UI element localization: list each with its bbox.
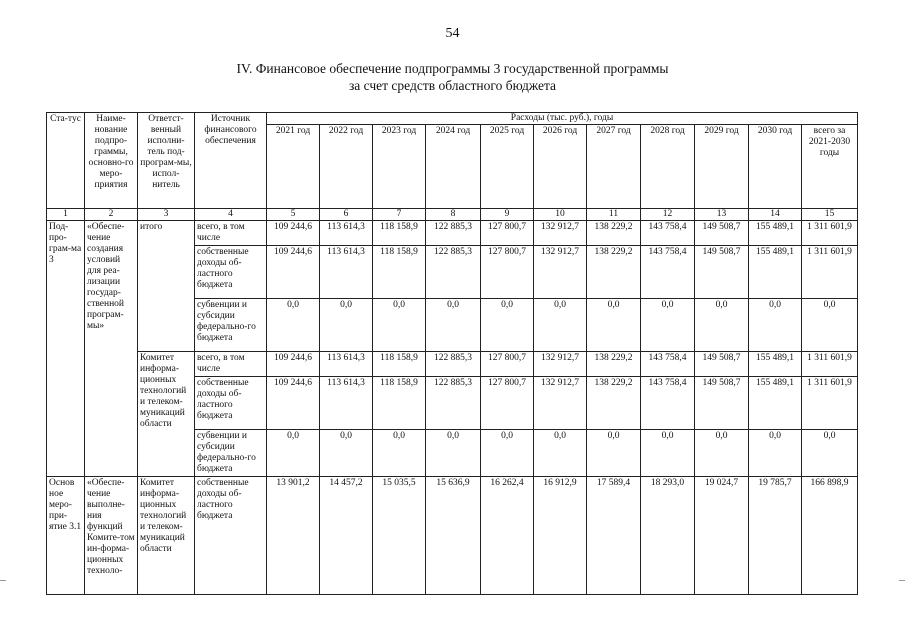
amount-cell: 113 614,3 bbox=[320, 377, 373, 430]
amount-cell: 15 035,5 bbox=[373, 477, 426, 595]
header-year: 2027 год bbox=[587, 125, 641, 209]
amount-cell: 0,0 bbox=[373, 430, 426, 477]
responsible-cell: Комитет информа-ционных технологий и телеком-муникаций области bbox=[138, 352, 195, 477]
header-source: Источник финансового обеспечения bbox=[195, 113, 267, 209]
responsible-cell: итого bbox=[138, 221, 195, 352]
scan-edge-mark bbox=[899, 580, 905, 581]
amount-cell: 0,0 bbox=[481, 299, 534, 352]
amount-cell: 143 758,4 bbox=[641, 221, 695, 246]
funding-source-cell: субвенции и субсидии федерально-го бюджета bbox=[195, 299, 267, 352]
amount-cell: 132 912,7 bbox=[534, 377, 587, 430]
amount-cell: 113 614,3 bbox=[320, 221, 373, 246]
funding-source-cell: собственные доходы об-ластного бюджета bbox=[195, 246, 267, 299]
column-number: 15 bbox=[802, 209, 858, 221]
header-status: Ста-тус bbox=[47, 113, 85, 209]
amount-cell: 0,0 bbox=[695, 299, 749, 352]
amount-cell: 132 912,7 bbox=[534, 246, 587, 299]
header-year: 2026 год bbox=[534, 125, 587, 209]
amount-cell: 143 758,4 bbox=[641, 377, 695, 430]
header-year: 2024 год bbox=[426, 125, 481, 209]
amount-cell: 0,0 bbox=[267, 299, 320, 352]
amount-cell: 0,0 bbox=[320, 430, 373, 477]
amount-cell: 19 785,7 bbox=[749, 477, 802, 595]
header-responsible: Ответст-венный исполни-тель под-програм-мы, испол-нитель bbox=[138, 113, 195, 209]
title-line-1: IV. Финансовое обеспечение подпрограммы 3 государственной программы bbox=[236, 61, 669, 76]
amount-cell: 155 489,1 bbox=[749, 246, 802, 299]
amount-cell: 149 508,7 bbox=[695, 377, 749, 430]
amount-cell: 122 885,3 bbox=[426, 377, 481, 430]
amount-cell: 122 885,3 bbox=[426, 246, 481, 299]
column-number: 10 bbox=[534, 209, 587, 221]
amount-cell: 16 912,9 bbox=[534, 477, 587, 595]
header-name: Наиме-нование подпро-граммы, основно-го меро-приятия bbox=[85, 113, 138, 209]
amount-cell: 138 229,2 bbox=[587, 377, 641, 430]
funding-source-cell: всего, в том числе bbox=[195, 352, 267, 377]
column-number: 14 bbox=[749, 209, 802, 221]
amount-cell: 122 885,3 bbox=[426, 352, 481, 377]
amount-cell: 0,0 bbox=[802, 299, 858, 352]
amount-cell: 0,0 bbox=[373, 299, 426, 352]
amount-cell: 0,0 bbox=[426, 299, 481, 352]
amount-cell: 122 885,3 bbox=[426, 221, 481, 246]
column-number: 9 bbox=[481, 209, 534, 221]
column-number: 8 bbox=[426, 209, 481, 221]
amount-cell: 0,0 bbox=[587, 430, 641, 477]
budget-table bbox=[46, 112, 858, 595]
amount-cell: 155 489,1 bbox=[749, 221, 802, 246]
amount-cell: 127 800,7 bbox=[481, 221, 534, 246]
table-row bbox=[47, 352, 858, 377]
amount-cell: 132 912,7 bbox=[534, 352, 587, 377]
amount-cell: 0,0 bbox=[426, 430, 481, 477]
column-number: 3 bbox=[138, 209, 195, 221]
amount-cell: 118 158,9 bbox=[373, 352, 426, 377]
header-year: 2028 год bbox=[641, 125, 695, 209]
page-number: 54 bbox=[445, 26, 460, 41]
amount-cell: 0,0 bbox=[267, 430, 320, 477]
column-number: 5 bbox=[267, 209, 320, 221]
amount-cell: 0,0 bbox=[802, 430, 858, 477]
amount-cell: 0,0 bbox=[534, 299, 587, 352]
column-number: 2 bbox=[85, 209, 138, 221]
amount-cell: 155 489,1 bbox=[749, 352, 802, 377]
amount-cell: 109 244,6 bbox=[267, 377, 320, 430]
header-year: 2025 год bbox=[481, 125, 534, 209]
amount-cell: 1 311 601,9 bbox=[802, 246, 858, 299]
program-name-cell: «Обеспе-чение выполне-ния функций Комите-том ин-форма-ционных техноло- bbox=[85, 477, 138, 595]
column-number: 11 bbox=[587, 209, 641, 221]
amount-cell: 127 800,7 bbox=[481, 352, 534, 377]
scan-edge-mark bbox=[0, 580, 6, 581]
status-cell: Под-про-грам-ма 3 bbox=[47, 221, 85, 477]
amount-cell: 138 229,2 bbox=[587, 352, 641, 377]
amount-cell: 1 311 601,9 bbox=[802, 377, 858, 430]
status-cell: Основ ное меро-при-ятие 3.1 bbox=[47, 477, 85, 595]
amount-cell: 127 800,7 bbox=[481, 246, 534, 299]
amount-cell: 0,0 bbox=[641, 430, 695, 477]
amount-cell: 19 024,7 bbox=[695, 477, 749, 595]
table-row bbox=[47, 221, 858, 246]
header-year: 2021 год bbox=[267, 125, 320, 209]
amount-cell: 118 158,9 bbox=[373, 377, 426, 430]
amount-cell: 109 244,6 bbox=[267, 246, 320, 299]
amount-cell: 0,0 bbox=[320, 299, 373, 352]
responsible-cell: Комитет информа-ционных технологий и телеком-муникаций области bbox=[138, 477, 195, 595]
header-year: 2023 год bbox=[373, 125, 426, 209]
funding-source-cell: всего, в том числе bbox=[195, 221, 267, 246]
header-year: всего за 2021-2030 годы bbox=[802, 125, 858, 209]
amount-cell: 13 901,2 bbox=[267, 477, 320, 595]
header-expenses-group: Расходы (тыс. руб.), годы bbox=[267, 113, 858, 125]
header-year: 2030 год bbox=[749, 125, 802, 209]
column-number: 1 bbox=[47, 209, 85, 221]
amount-cell: 15 636,9 bbox=[426, 477, 481, 595]
amount-cell: 0,0 bbox=[749, 430, 802, 477]
column-number: 4 bbox=[195, 209, 267, 221]
amount-cell: 143 758,4 bbox=[641, 352, 695, 377]
amount-cell: 18 293,0 bbox=[641, 477, 695, 595]
column-number: 7 bbox=[373, 209, 426, 221]
amount-cell: 0,0 bbox=[641, 299, 695, 352]
amount-cell: 127 800,7 bbox=[481, 377, 534, 430]
amount-cell: 0,0 bbox=[587, 299, 641, 352]
program-name-cell: «Обеспе-чение создания условий для реа-лизации государ-ственной програм-мы» bbox=[85, 221, 138, 477]
amount-cell: 138 229,2 bbox=[587, 246, 641, 299]
amount-cell: 16 262,4 bbox=[481, 477, 534, 595]
amount-cell: 17 589,4 bbox=[587, 477, 641, 595]
funding-source-cell: субвенции и субсидии федерально-го бюджета bbox=[195, 430, 267, 477]
amount-cell: 0,0 bbox=[481, 430, 534, 477]
header-year: 2029 год bbox=[695, 125, 749, 209]
amount-cell: 0,0 bbox=[695, 430, 749, 477]
amount-cell: 149 508,7 bbox=[695, 221, 749, 246]
amount-cell: 1 311 601,9 bbox=[802, 352, 858, 377]
amount-cell: 118 158,9 bbox=[373, 246, 426, 299]
amount-cell: 118 158,9 bbox=[373, 221, 426, 246]
column-number: 6 bbox=[320, 209, 373, 221]
funding-source-cell: собственные доходы об-ластного бюджета bbox=[195, 477, 267, 595]
amount-cell: 109 244,6 bbox=[267, 221, 320, 246]
header-row bbox=[47, 113, 858, 125]
amount-cell: 132 912,7 bbox=[534, 221, 587, 246]
amount-cell: 1 311 601,9 bbox=[802, 221, 858, 246]
amount-cell: 143 758,4 bbox=[641, 246, 695, 299]
amount-cell: 113 614,3 bbox=[320, 246, 373, 299]
table-body bbox=[47, 221, 858, 595]
column-number: 13 bbox=[695, 209, 749, 221]
title-line-2: за счет средств областного бюджета bbox=[348, 78, 557, 93]
amount-cell: 138 229,2 bbox=[587, 221, 641, 246]
amount-cell: 0,0 bbox=[534, 430, 587, 477]
amount-cell: 149 508,7 bbox=[695, 246, 749, 299]
table-row bbox=[47, 477, 858, 595]
amount-cell: 0,0 bbox=[749, 299, 802, 352]
page-title bbox=[0, 60, 905, 94]
amount-cell: 113 614,3 bbox=[320, 352, 373, 377]
column-number: 12 bbox=[641, 209, 695, 221]
amount-cell: 149 508,7 bbox=[695, 352, 749, 377]
amount-cell: 14 457,2 bbox=[320, 477, 373, 595]
amount-cell: 109 244,6 bbox=[267, 352, 320, 377]
column-number-row bbox=[47, 209, 858, 221]
funding-source-cell: собственные доходы об-ластного бюджета bbox=[195, 377, 267, 430]
header-year: 2022 год bbox=[320, 125, 373, 209]
amount-cell: 155 489,1 bbox=[749, 377, 802, 430]
amount-cell: 166 898,9 bbox=[802, 477, 858, 595]
